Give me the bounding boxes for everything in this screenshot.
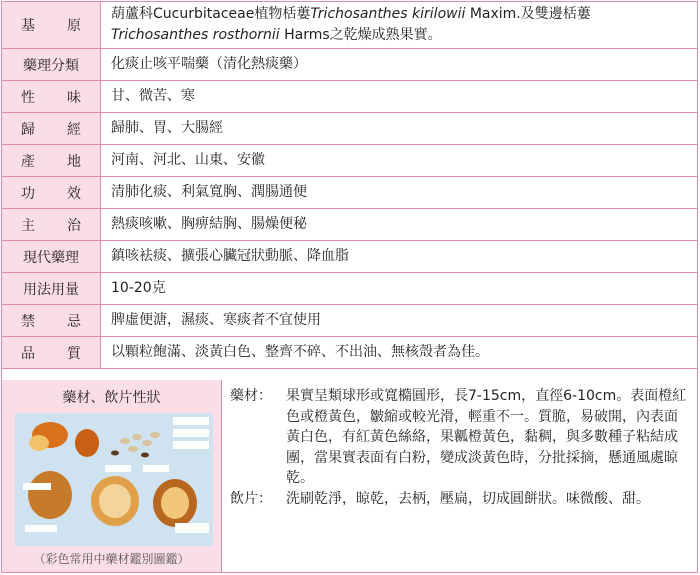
label-quality	[2, 337, 101, 369]
label-char: 品	[21, 345, 35, 362]
label-char: 效	[67, 185, 81, 202]
label-char: 味	[67, 89, 81, 106]
row-classification	[2, 49, 697, 81]
label-producing-area	[2, 145, 101, 177]
specimen-title: 藥材、飲片性狀	[62, 390, 161, 406]
label-char: 地	[67, 153, 81, 170]
row-pharmacology	[2, 241, 697, 273]
specimen-illustration	[15, 413, 213, 546]
specimen-panel	[2, 380, 222, 572]
monograph-sheet	[1, 1, 698, 573]
row-origin	[2, 2, 697, 49]
monograph-table	[2, 2, 697, 369]
label-char: 性	[21, 89, 35, 106]
herb-description	[230, 386, 690, 489]
label-meridian	[2, 113, 101, 145]
value-classification: 化痰止咳平喘藥（清化熱痰藥）	[101, 49, 698, 81]
value-dosage: 10-20克	[101, 273, 698, 305]
label-char: 禁	[21, 313, 35, 330]
value-pharmacology: 鎮咳袪痰、擴張心臟冠狀動脈、降血脂	[101, 241, 698, 273]
origin-text-end: Harms之乾燥成熟果實。	[279, 27, 442, 43]
label-classification: 藥理分類	[2, 49, 101, 81]
specimen-caption: （彩色常用中藥材鑑別圖鑑）	[33, 552, 190, 566]
slice-text: 洗刷乾淨，晾乾，去柄，壓扁，切成圓餅狀。味微酸、甜。	[286, 490, 650, 507]
label-contraindications	[2, 305, 101, 337]
origin-latin-1: Trichosanthes kirilowii	[310, 6, 466, 22]
label-char: 原	[67, 18, 81, 34]
label-dosage: 用法用量	[2, 273, 101, 305]
row-nature-taste	[2, 81, 697, 113]
label-nature-taste	[2, 81, 101, 113]
label-efficacy	[2, 177, 101, 209]
row-producing-area	[2, 145, 697, 177]
slice-description	[230, 489, 690, 510]
value-efficacy: 清肺化痰、利氣寬胸、潤腸通便	[101, 177, 698, 209]
value-meridian: 歸肺、胃、大腸經	[101, 113, 698, 145]
origin-latin-2: Trichosanthes rosthornii	[111, 27, 280, 43]
label-char: 歸	[21, 121, 35, 138]
label-char: 主	[21, 217, 35, 234]
label-char: 質	[67, 345, 81, 362]
label-pharmacology: 現代藥理	[2, 241, 101, 273]
label-origin	[2, 2, 101, 49]
herb-text: 果實呈類球形或寬橢圓形，長7-15cm，直徑6-10cm。表面橙紅色或橙黃色，皺縮或較光滑，輕重不一。質脆，易破開，內表面黃白色，有紅黃色絲絡，果瓤橙黃色，黏稠，與多數種子粘結成團，當果實表面有白粉，變成淡黃色時，分批採摘，懸通風處晾乾。	[286, 388, 687, 486]
value-contraindications: 脾虛便溏，濕痰、寒痰者不宜使用	[101, 305, 698, 337]
row-dosage	[2, 273, 697, 305]
value-nature-taste: 甘、微苦、寒	[101, 81, 698, 113]
row-meridian	[2, 113, 697, 145]
row-indications	[2, 209, 697, 241]
specimen-photo	[15, 413, 213, 546]
label-char: 治	[67, 217, 81, 234]
row-contraindications	[2, 305, 697, 337]
label-char: 功	[21, 185, 35, 202]
row-efficacy	[2, 177, 697, 209]
value-indications: 熱痰咳嗽、胸痹結胸、腸燥便秘	[101, 209, 698, 241]
herb-heading: 藥材：	[230, 388, 272, 404]
label-char: 忌	[67, 313, 81, 330]
label-char: 產	[21, 153, 35, 170]
specimen-description	[230, 386, 690, 509]
specimen-section	[2, 380, 697, 572]
value-quality: 以顆粒飽滿、淡黃白色、整齊不碎、不出油、無核殼者為佳。	[101, 337, 698, 369]
label-indications	[2, 209, 101, 241]
label-char: 經	[67, 121, 81, 138]
origin-text-mid: Maxim.及雙邊栝蔞	[465, 6, 591, 22]
row-quality	[2, 337, 697, 369]
value-origin	[101, 2, 698, 49]
slice-heading: 飲片：	[230, 490, 272, 507]
origin-text: 葫蘆科Cucurbitaceae植物栝蔞	[111, 6, 311, 22]
label-char: 基	[21, 18, 35, 34]
value-producing-area: 河南、河北、山東、安徽	[101, 145, 698, 177]
